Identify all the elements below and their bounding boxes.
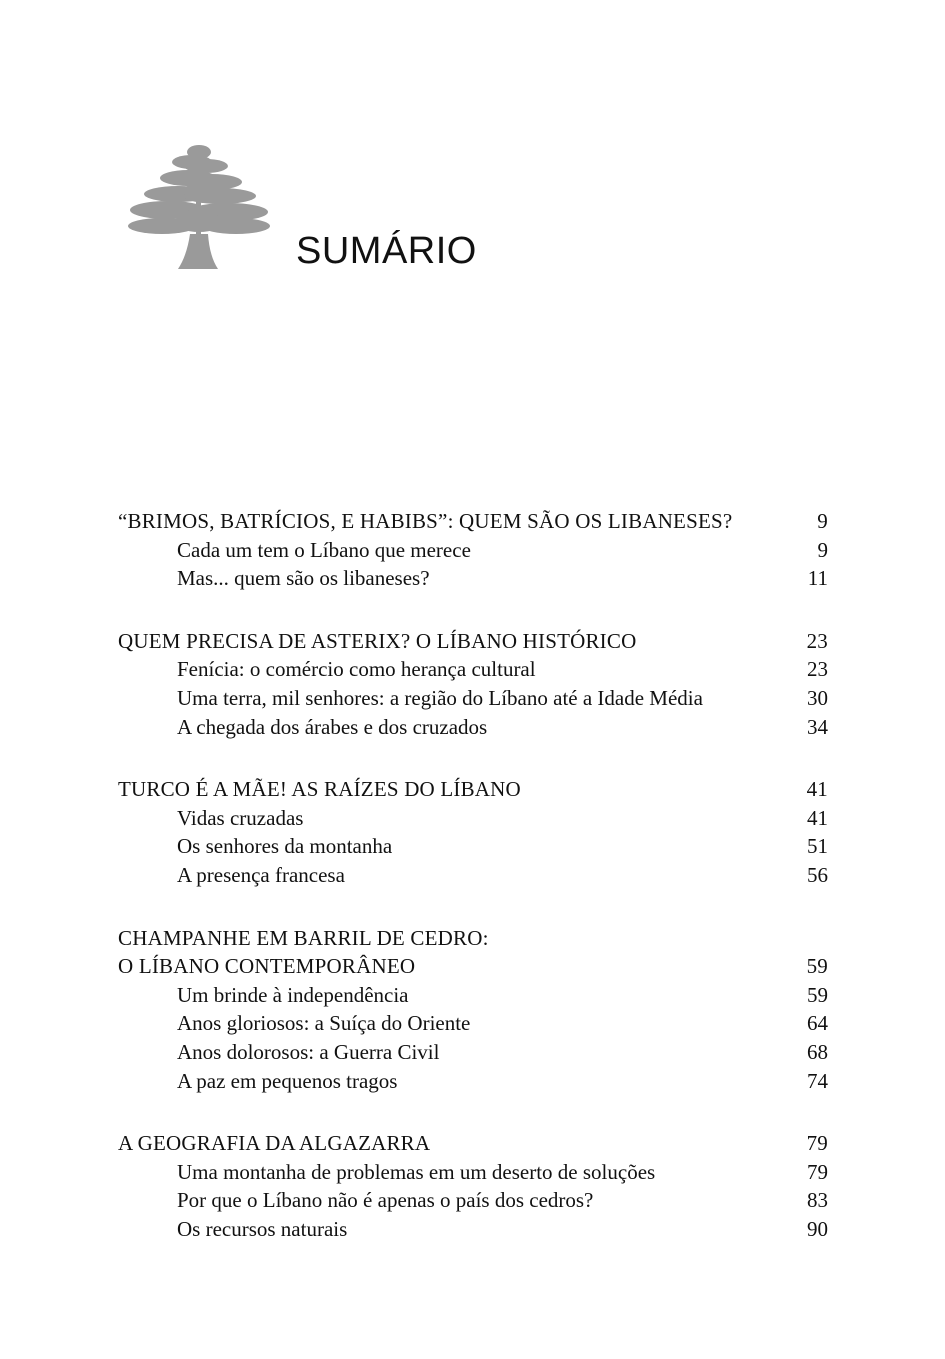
- section-page-number: 9: [817, 537, 828, 562]
- section-page-number: 51: [807, 834, 828, 859]
- section-row[interactable]: [118, 804, 828, 833]
- chapter-title-row[interactable]: [118, 952, 828, 981]
- chapter-page-number: 79: [806, 1131, 828, 1156]
- section-page-number: 64: [807, 1011, 828, 1036]
- toc-chapter: [118, 507, 828, 593]
- section-row[interactable]: [118, 1009, 828, 1038]
- section-page-number: 30: [807, 685, 828, 710]
- section-page-number: 23: [807, 657, 828, 682]
- section-title: Uma terra, mil senhores: a região do Líbano até a Idade Média: [177, 685, 703, 710]
- section-title: A presença francesa: [177, 862, 345, 887]
- chapter-title-row[interactable]: [118, 1129, 828, 1158]
- section-title: Uma montanha de problemas em um deserto de soluções: [177, 1159, 656, 1184]
- chapter-title: TURCO É A MÃE! AS RAÍZES DO LÍBANO: [118, 777, 521, 802]
- section-page-number: 41: [807, 805, 828, 830]
- chapter-page-number: 23: [806, 628, 828, 653]
- section-row[interactable]: [118, 861, 828, 890]
- section-row[interactable]: [118, 1158, 828, 1187]
- section-page-number: 79: [807, 1159, 828, 1184]
- chapter-title: QUEM PRECISA DE ASTERIX? O LÍBANO HISTÓRICO: [118, 628, 637, 653]
- chapter-title: CHAMPANHE EM BARRIL DE CEDRO:: [118, 925, 489, 950]
- section-row[interactable]: [118, 981, 828, 1010]
- section-row[interactable]: [118, 713, 828, 742]
- section-row[interactable]: [118, 655, 828, 684]
- section-page-number: 34: [807, 714, 828, 739]
- table-of-contents: [118, 507, 828, 1277]
- section-page-number: 68: [807, 1039, 828, 1064]
- section-title: Vidas cruzadas: [177, 805, 304, 830]
- section-title: Anos dolorosos: a Guerra Civil: [177, 1039, 440, 1064]
- section-row[interactable]: [118, 1186, 828, 1215]
- section-page-number: 90: [807, 1216, 828, 1241]
- chapter-title: “BRIMOS, BATRÍCIOS, E HABIBS”: QUEM SÃO OS LIBANESES?: [118, 509, 733, 533]
- chapter-title-row[interactable]: [118, 507, 828, 536]
- section-row[interactable]: [118, 1067, 828, 1096]
- chapter-title: A GEOGRAFIA DA ALGAZARRA: [118, 1131, 431, 1156]
- section-title: Por que o Líbano não é apenas o país dos cedros?: [177, 1188, 594, 1213]
- section-title: A paz em pequenos tragos: [177, 1068, 398, 1093]
- section-row[interactable]: [118, 1215, 828, 1244]
- section-title: Os recursos naturais: [177, 1216, 348, 1241]
- toc-chapter: [118, 1129, 828, 1243]
- section-title: Um brinde à independência: [177, 982, 409, 1007]
- section-title: Fenícia: o comércio como herança cultural: [177, 657, 536, 682]
- toc-chapter: [118, 775, 828, 889]
- section-title: Anos gloriosos: a Suíça do Oriente: [177, 1011, 471, 1036]
- section-page-number: 56: [807, 862, 828, 887]
- section-title: Cada um tem o Líbano que merece: [177, 537, 471, 562]
- section-row[interactable]: [118, 832, 828, 861]
- toc-chapter: [118, 924, 828, 1096]
- section-title: A chegada dos árabes e dos cruzados: [177, 714, 488, 739]
- section-title: Os senhores da montanha: [177, 834, 393, 859]
- section-row[interactable]: [118, 564, 828, 593]
- chapter-title-row[interactable]: [118, 627, 828, 656]
- section-page-number: 83: [807, 1188, 828, 1213]
- chapter-page-number: 9: [817, 509, 828, 533]
- chapter-page-number: 41: [806, 777, 828, 802]
- page-header: [118, 138, 878, 278]
- chapter-title-row[interactable]: [118, 775, 828, 804]
- section-page-number: 74: [807, 1068, 828, 1093]
- section-page-number: 59: [807, 982, 828, 1007]
- section-page-number: 11: [807, 566, 828, 591]
- chapter-title-row[interactable]: [118, 924, 828, 953]
- section-row[interactable]: [118, 1038, 828, 1067]
- chapter-page-number: 59: [806, 954, 828, 979]
- section-row[interactable]: [118, 536, 828, 565]
- cedar-tree-icon: [118, 138, 280, 274]
- section-title: Mas... quem são os libaneses?: [177, 566, 430, 591]
- chapter-title: O LÍBANO CONTEMPORÂNEO: [118, 954, 416, 979]
- page-title: SUMÁRIO: [296, 230, 477, 272]
- toc-chapter: [118, 627, 828, 741]
- section-row[interactable]: [118, 684, 828, 713]
